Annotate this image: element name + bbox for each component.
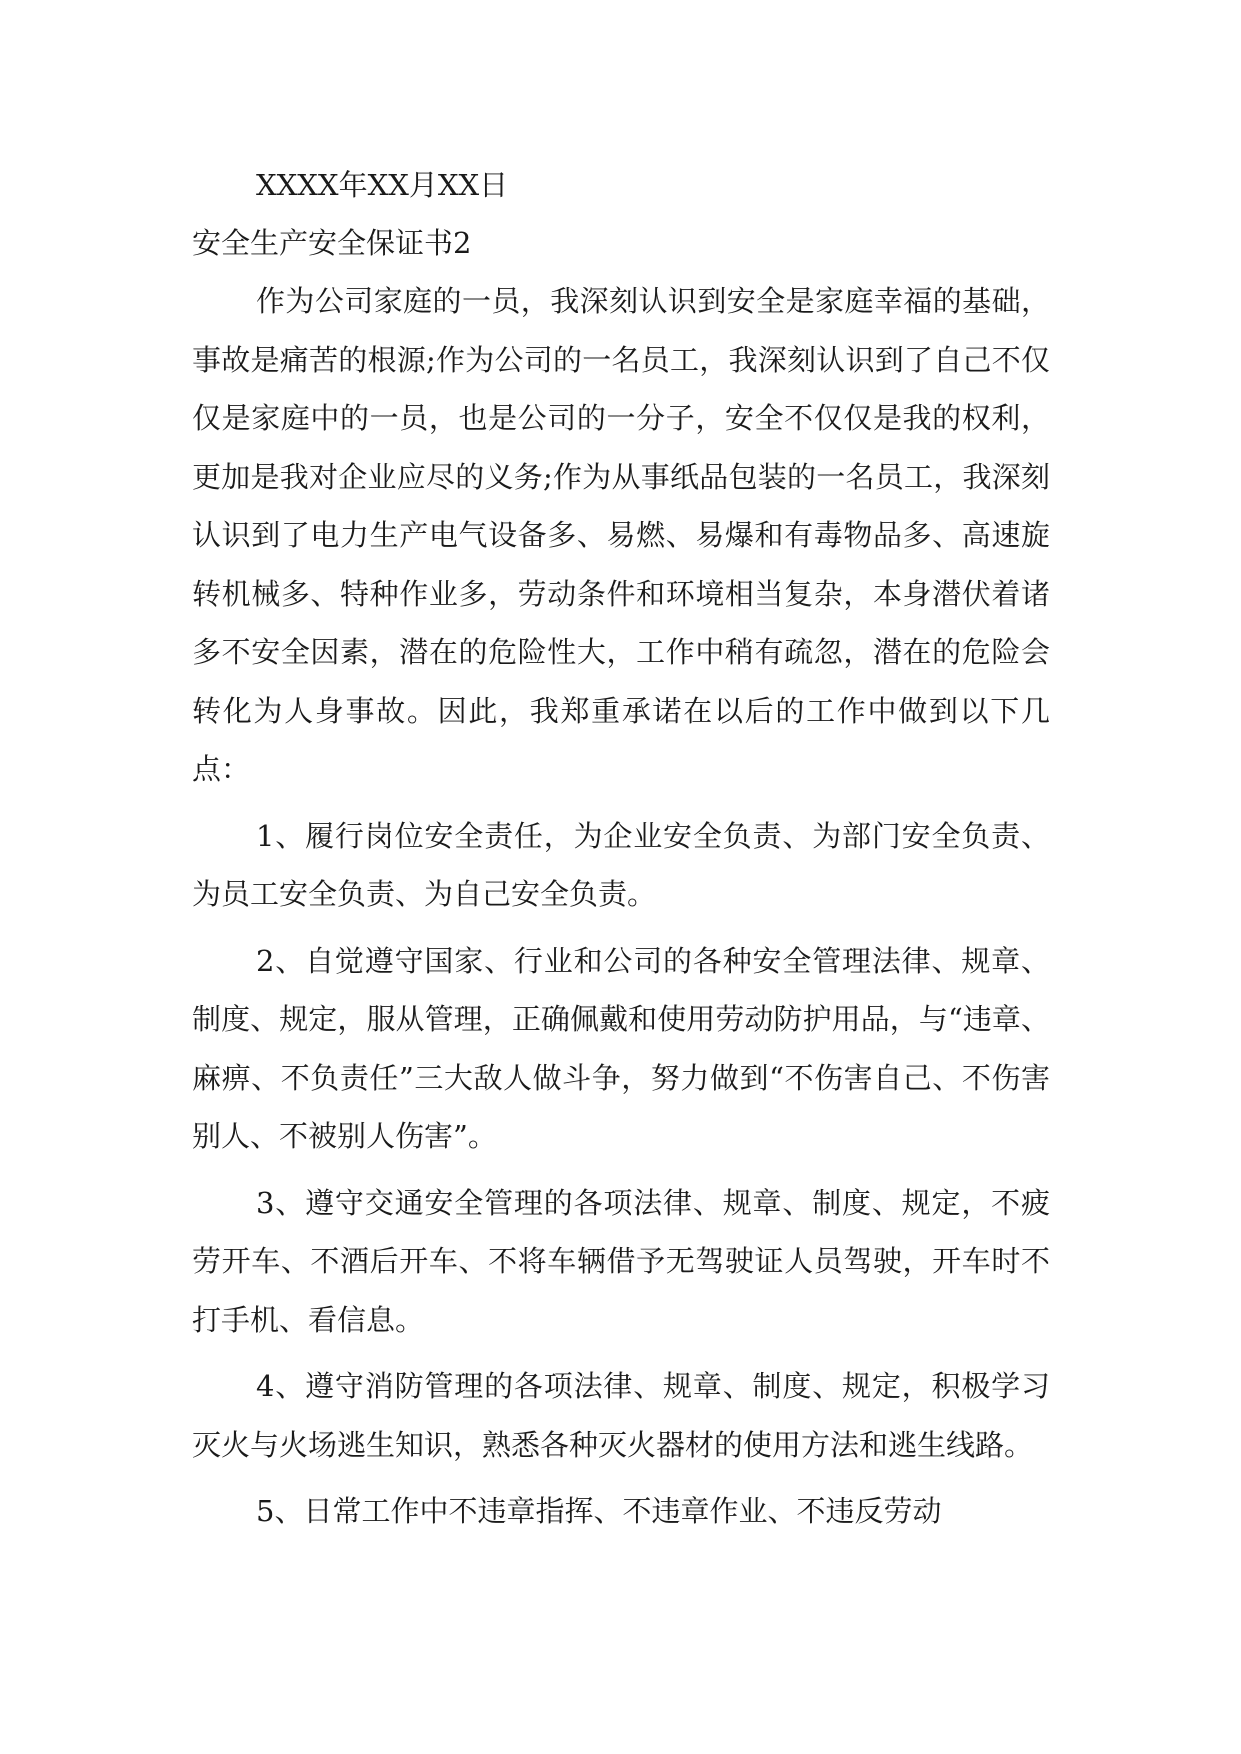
paragraph-item-5: 5、日常工作中不违章指挥、不违章作业、不违反劳动 [256,1494,942,1528]
paragraph-item-1: 1、履行岗位安全责任，为企业安全负责、为部门安全负责、为员工安全负责、为自己安全负责。 [192,818,1050,911]
document-body [192,156,1050,1549]
paragraph-item-2: 2、自觉遵守国家、行业和公司的各种安全管理法律、规章、制度、规定，服从管理，正确佩戴和使用劳动防护用品，与“违章、麻痹、不负责任”三大敌人做斗争，努力做到“不伤害自己、不伤害别人、不被别人伤害”。 [192,943,1050,1153]
paragraph-intro: 作为公司家庭的一员，我深刻认识到安全是家庭幸福的基础，事故是痛苦的根源;作为公司的一名员工，我深刻认识到了自己不仅仅是家庭中的一员，也是公司的一分子，安全不仅仅是我的权利，更加是我对企业应尽的义务;作为从事纸品包装的一名员工，我深刻认识到了电力生产电气设备多、易燃、易爆和有毒物品多、高速旋转机械多、特种作业多，劳动条件和环境相当复杂，本身潜伏着诸多不安全因素，潜在的危险性大，工作中稍有疏忽，潜在的危险会转化为人身事故。因此，我郑重承诺在以后的工作中做到以下几点： [192,284,1050,786]
date-line: XXXX年XX月XX日 [256,168,509,202]
document-title: 安全生产安全保证书2 [192,226,472,260]
paragraph-item-3: 3、遵守交通安全管理的各项法律、规章、制度、规定，不疲劳开车、不酒后开车、不将车辆借予无驾驶证人员驾驶，开车时不打手机、看信息。 [192,1185,1050,1337]
paragraph-item-4: 4、遵守消防管理的各项法律、规章、制度、规定，积极学习灭火与火场逃生知识，熟悉各种灭火器材的使用方法和逃生线路。 [192,1369,1050,1462]
